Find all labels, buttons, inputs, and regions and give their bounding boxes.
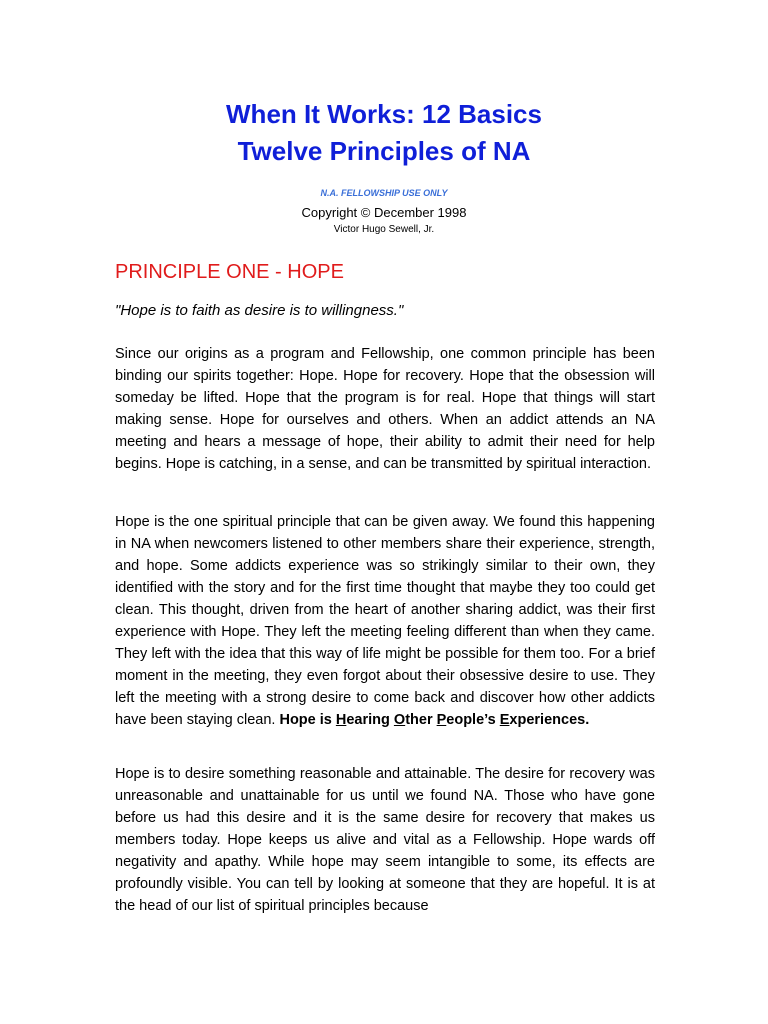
paragraph-2-text: Hope is the one spiritual principle that can be given away. We found this happening in NA when newcomers listened to other members share their experience, strength, and hope. Some addicts experience was so strikingly similar to their own, they identified with the story and for the first time thought that maybe they too could get clean. This thought, driven from the heart of another sharing addict, was their first experience with Hope. They left the meeting feeling different than when they came. They left with the idea that this way of life might be possible for them too. For a brief moment in the meeting, they even forgot about their obsessive desire to use. They left the meeting with a strong desire to come back and discover how other addicts have been staying clean. (115, 514, 655, 728)
acronym-letter-h1: H (279, 712, 290, 728)
acronym-word-1: ope is (289, 712, 336, 728)
acronym-word-4: eople’s (446, 712, 500, 728)
acronym-letter-h: H (335, 712, 347, 728)
fellowship-note: N.A. FELLOWSHIP USE ONLY (320, 188, 448, 198)
acronym-letter-o: O (393, 712, 406, 728)
document-title (0, 96, 768, 170)
section-heading: PRINCIPLE ONE - HOPE (115, 261, 344, 283)
title-line-1: When It Works: 12 Basics (226, 99, 542, 129)
paragraph-3: Hope is to desire something reasonable and attainable. The desire for recovery was unreasonable and unattainable for us until we found NA. Those who have gone before us had this desire and it is the same desire for recovery that makes us members today. Hope keeps us alive and vital as a Fellowship. Hope wards off negativity and apathy. While hope may seem intangible to some, its effects are profoundly visible. You can tell by looking at someone that they are hopeful. It is at the head of our list of spiritual principles because (115, 766, 655, 913)
acronym-word-3: ther (405, 712, 437, 728)
section-quote: "Hope is to faith as desire is to willingness." (115, 302, 404, 319)
acronym-word-5: xperiences. (509, 712, 590, 728)
copyright-line: Copyright © December 1998 (301, 205, 467, 220)
title-line-2: Twelve Principles of NA (237, 136, 531, 166)
hope-acronym (279, 712, 589, 728)
paragraph-1: Since our origins as a program and Fellowship, one common principle has been binding our spirits together: Hope. Hope for recovery. Hope that the obsession will someday be lifted. Hope that the program is for real. Hope that things will start making sense. Hope for ourselves and others. When an addict attends an NA meeting and hears a message of hope, their ability to admit their need for help begins. Hope is catching, in a sense, and can be transmitted by spiritual interaction. (115, 346, 655, 472)
paragraph-2 (115, 511, 655, 731)
acronym-letter-p: P (436, 712, 447, 728)
acronym-letter-e: E (499, 712, 510, 728)
acronym-word-2: earing (346, 712, 394, 728)
author-line: Victor Hugo Sewell, Jr. (333, 224, 435, 235)
